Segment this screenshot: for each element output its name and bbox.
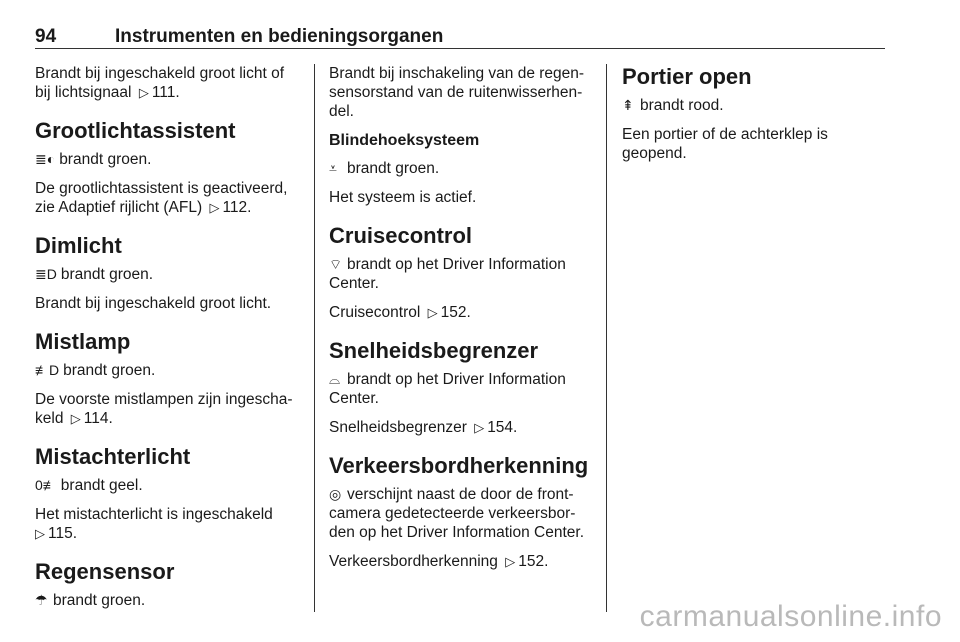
grootlicht-desc bbox=[35, 179, 303, 217]
cruisecontrol-ref bbox=[329, 303, 595, 322]
cruisecontrol-status-text: brandt op het Driver Information Center. bbox=[329, 256, 566, 292]
verkeersbord-ref-text: Verkeersbordherkenning bbox=[329, 553, 498, 570]
portier-status bbox=[622, 96, 884, 115]
watermark: carmanualsonline.info bbox=[639, 600, 942, 633]
traffic-sign-icon: ◎ bbox=[329, 486, 342, 502]
page-ref-link[interactable]: 114. bbox=[83, 410, 113, 427]
col1-intro-text: Brandt bij ingeschakeld groot licht of bij lichtsignaal bbox=[35, 65, 285, 101]
snelheidsbegrenzer-status bbox=[329, 370, 595, 408]
low-beam-icon: ≣D bbox=[35, 266, 57, 282]
page-ref-link[interactable]: 115. bbox=[48, 525, 78, 542]
portier-desc: Een portier of de achterklep is geopend. bbox=[622, 126, 828, 162]
blindehoek-status bbox=[329, 159, 595, 178]
page-ref-link[interactable]: 111. bbox=[151, 84, 180, 101]
rain-sensor-icon: ☂ bbox=[35, 592, 48, 608]
page-ref-link[interactable]: 152. bbox=[440, 304, 471, 321]
speed-limiter-icon: ⌓ bbox=[329, 371, 341, 387]
page-header bbox=[35, 22, 885, 49]
regensensor-status bbox=[35, 591, 303, 610]
heading-mistlamp: Mistlamp bbox=[35, 329, 131, 354]
page-ref-link[interactable]: 152. bbox=[518, 553, 549, 570]
col2-intro: Brandt bij inschakeling van de regen-sensorstand van de ruitenwisserhen-del. bbox=[329, 65, 585, 120]
verkeersbord-ref bbox=[329, 552, 595, 571]
high-beam-assist-icon: ≣◐ bbox=[35, 151, 56, 167]
page-title: Instrumenten en bedieningsorganen bbox=[115, 26, 444, 47]
heading-regensensor: Regensensor bbox=[35, 559, 175, 584]
reference-arrow-icon: ▷ bbox=[70, 411, 81, 426]
door-open-icon: ⇞ bbox=[622, 97, 634, 113]
column-divider-1 bbox=[314, 64, 315, 612]
verkeersbord-status bbox=[329, 485, 595, 542]
regensensor-status-text: brandt groen. bbox=[53, 592, 146, 609]
column-3 bbox=[622, 64, 884, 173]
grootlicht-desc-text: De grootlichtassistent is geactiveerd, zie Adaptief rijlicht (AFL) bbox=[35, 180, 288, 216]
snelheidsbegrenzer-ref bbox=[329, 418, 595, 437]
reference-arrow-icon: ▷ bbox=[209, 200, 220, 215]
mistachterlicht-desc-text: Het mistachterlicht is ingeschakeld bbox=[35, 506, 273, 523]
column-1 bbox=[35, 64, 303, 620]
heading-portier-open: Portier open bbox=[622, 64, 752, 89]
reference-arrow-icon: ▷ bbox=[474, 420, 485, 435]
heading-snelheidsbegrenzer: Snelheidsbegrenzer bbox=[329, 338, 539, 363]
blindehoek-status-text: brandt groen. bbox=[347, 160, 440, 177]
cruise-control-icon: ⌔ bbox=[329, 256, 343, 272]
reference-arrow-icon: ▷ bbox=[138, 85, 149, 100]
heading-verkeersbordherkenning: Verkeersbordherkenning bbox=[329, 453, 589, 478]
page-number: 94 bbox=[35, 26, 57, 47]
portier-status-text: brandt rood. bbox=[640, 97, 724, 114]
dimlicht-desc: Brandt bij ingeschakeld groot licht. bbox=[35, 295, 272, 312]
dimlicht-status bbox=[35, 265, 303, 284]
col1-intro bbox=[35, 64, 303, 102]
heading-dimlicht: Dimlicht bbox=[35, 233, 122, 258]
cruisecontrol-ref-text: Cruisecontrol bbox=[329, 304, 421, 321]
snelheidsbegrenzer-ref-text: Snelheidsbegrenzer bbox=[329, 419, 467, 436]
column-divider-2 bbox=[606, 64, 607, 612]
mistlamp-desc bbox=[35, 390, 303, 428]
snelheidsbegrenzer-status-text: brandt op het Driver Information Center. bbox=[329, 371, 566, 407]
column-2 bbox=[329, 64, 595, 581]
heading-cruisecontrol: Cruisecontrol bbox=[329, 223, 473, 248]
verkeersbord-status-text: verschijnt naast de door de front-camera gedetecteerde verkeersbor-den op het Driver Information Center. bbox=[329, 486, 585, 541]
heading-grootlichtassistent: Grootlichtassistent bbox=[35, 118, 236, 143]
page-ref-link[interactable]: 154. bbox=[487, 419, 518, 436]
grootlicht-status-text: brandt groen. bbox=[59, 151, 152, 168]
rear-fog-light-icon: 0≢ bbox=[35, 477, 57, 493]
blind-spot-icon: ⩡ bbox=[329, 160, 337, 176]
front-fog-lamp-icon: ≢D bbox=[35, 362, 60, 378]
mistachterlicht-status bbox=[35, 476, 303, 495]
page-ref-link[interactable]: 112. bbox=[222, 199, 252, 216]
heading-mistachterlicht: Mistachterlicht bbox=[35, 444, 191, 469]
reference-arrow-icon: ▷ bbox=[427, 305, 438, 320]
mistachterlicht-desc bbox=[35, 505, 303, 543]
mistlamp-status-text: brandt groen. bbox=[63, 362, 156, 379]
heading-blindehoeksysteem: Blindehoeksysteem bbox=[329, 132, 480, 149]
cruisecontrol-status bbox=[329, 255, 595, 293]
mistachterlicht-status-text: brandt geel. bbox=[60, 477, 143, 494]
grootlicht-status bbox=[35, 150, 303, 169]
dimlicht-status-text: brandt groen. bbox=[60, 266, 154, 283]
mistlamp-desc-text: De voorste mistlampen zijn ingescha-keld bbox=[35, 391, 293, 427]
reference-arrow-icon: ▷ bbox=[505, 554, 516, 569]
blindehoek-desc: Het systeem is actief. bbox=[329, 189, 477, 206]
mistlamp-status bbox=[35, 361, 303, 380]
reference-arrow-icon: ▷ bbox=[35, 526, 45, 541]
